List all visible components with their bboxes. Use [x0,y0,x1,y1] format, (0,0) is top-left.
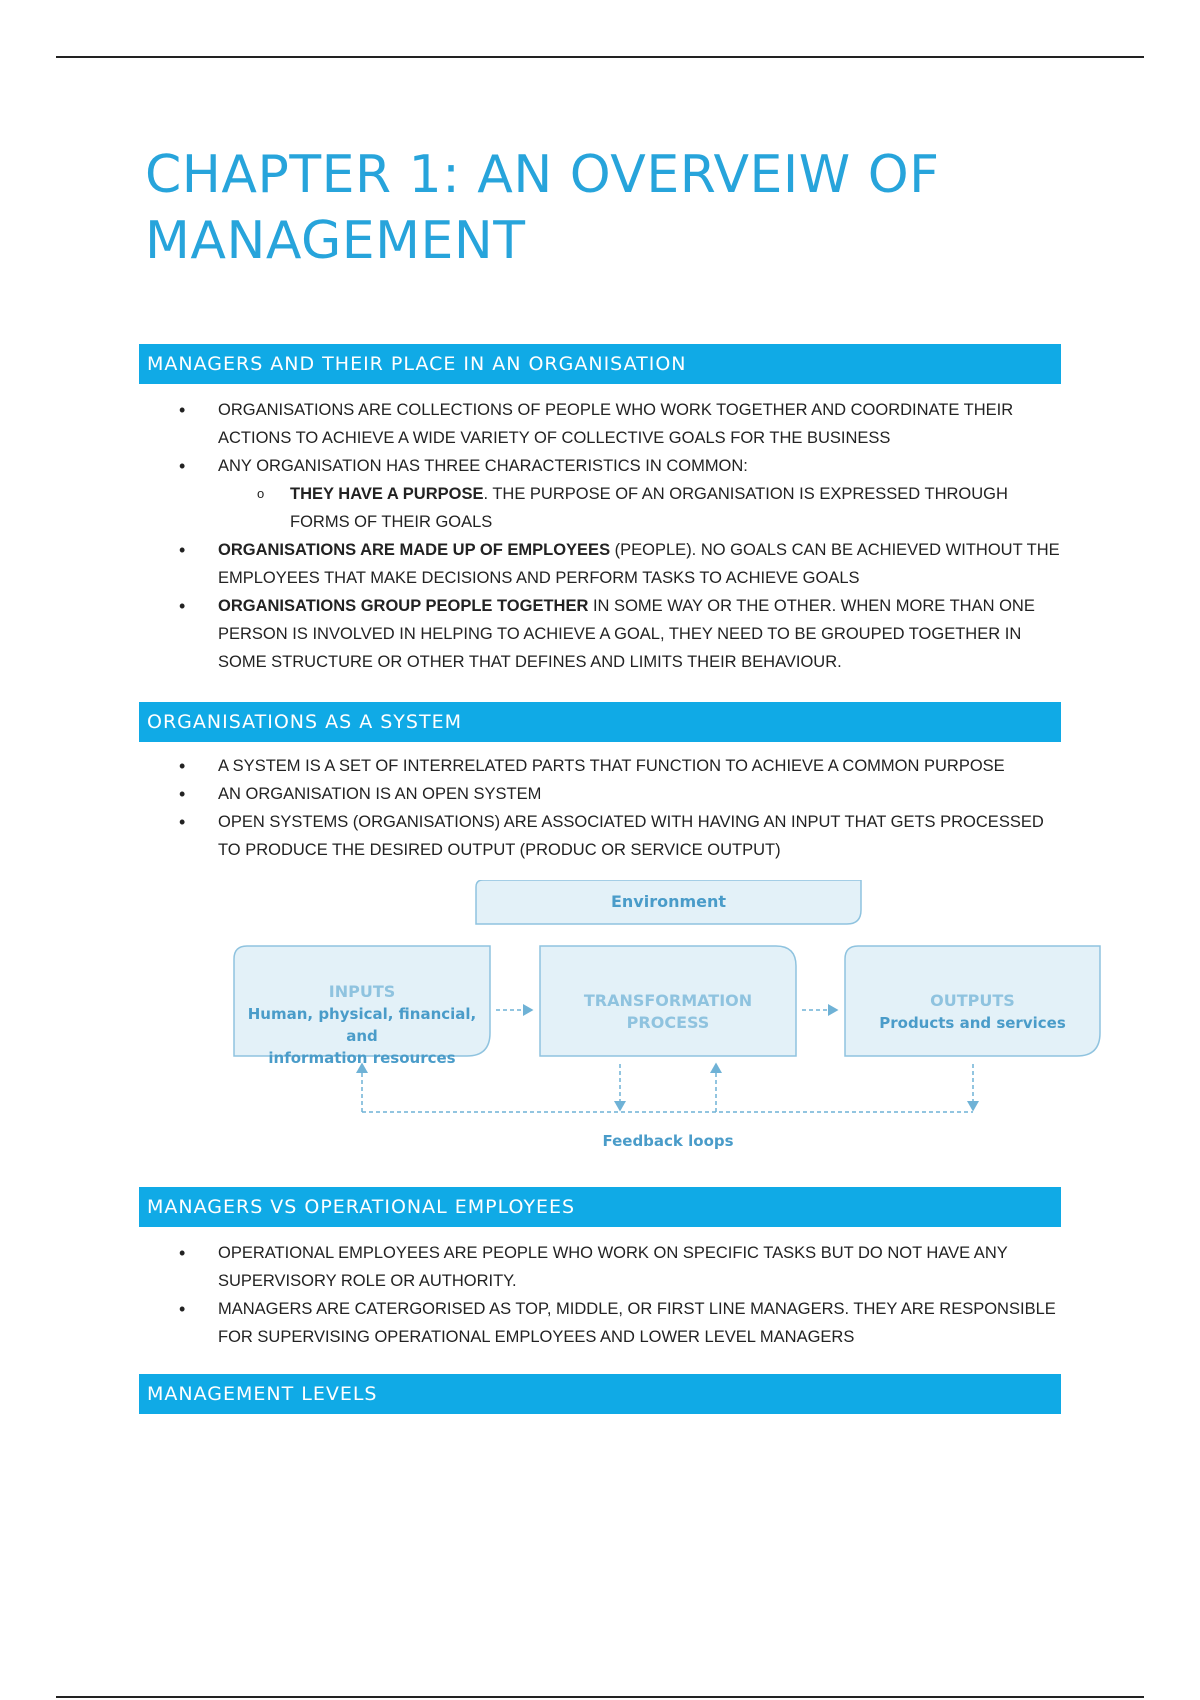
section-list-managers-place [139,396,1069,676]
section-heading-organisations-system: ORGANISATIONS AS A SYSTEM [139,702,1061,742]
list-item-text: OPEN SYSTEMS (ORGANISATIONS) ARE ASSOCIATED WITH HAVING AN INPUT THAT GETS PROCESSED TO PRODUCE THE DESIRED OUTPUT (PRODUC OR SERVICE OUTPUT) [218,813,1044,859]
list-item [139,592,1069,676]
transformation-line-1: TRANSFORMATION [583,991,753,1010]
list-item-text: AN ORGANISATION IS AN OPEN SYSTEM [218,785,542,803]
list-item-text: MANAGERS ARE CATERGORISED AS TOP, MIDDLE, OR FIRST LINE MANAGERS. THEY ARE RESPONSIBLE FOR SUPERVISING OPERATIONAL EMPLOYEES AND LOWER LEVEL MANAGERS [218,1300,1056,1346]
section-heading-managers-vs-operational: MANAGERS VS OPERATIONAL EMPLOYEES [139,1187,1061,1227]
open-system-diagram [220,880,1110,1160]
list-item [139,536,1069,592]
section-heading-managers-place: MANAGERS AND THEIR PLACE IN AN ORGANISATION [139,344,1061,384]
list-item [139,1239,1069,1295]
list-item-text: . THE PURPOSE OF AN ORGANISATION IS EXPRESSED THROUGH FORMS OF THEIR GOALS [290,485,1008,531]
list-item-bold: THEY HAVE A PURPOSE [290,485,484,503]
section-heading-management-levels: MANAGEMENT LEVELS [139,1374,1061,1414]
list-item-text: IN SOME WAY OR THE OTHER. WHEN MORE THAN ONE PERSON IS INVOLVED IN HELPING TO ACHIEVE A GOAL, THEY NEED TO BE GROUPED TOGETHER IN SOME STRUCTURE OR OTHER THAT DEFINES AND LIMITS THEIR BEHAVIOUR. [218,597,1035,671]
inputs-description-line-2: information resources [268,1049,456,1067]
list-item-text: OPERATIONAL EMPLOYEES ARE PEOPLE WHO WORK ON SPECIFIC TASKS BUT DO NOT HAVE ANY SUPERVISORY ROLE OR AUTHORITY. [218,1244,1008,1290]
outputs-description: Products and services [879,1014,1066,1032]
list-item-text: A SYSTEM IS A SET OF INTERRELATED PARTS THAT FUNCTION TO ACHIEVE A COMMON PURPOSE [218,757,1005,775]
outputs-title: OUTPUTS [930,991,1015,1010]
inputs-title: INPUTS [328,982,396,1001]
sub-list-item [139,480,1069,536]
list-item-bold: ORGANISATIONS GROUP PEOPLE TOGETHER [218,597,589,615]
section-list-organisations-system [139,752,1069,864]
page-title-line-1: CHAPTER 1: AN OVERVEIW OF [145,145,940,205]
list-item [139,808,1069,864]
top-rule [56,56,1144,58]
list-item [139,396,1069,452]
section-list-managers-vs-operational [139,1239,1069,1351]
transformation-line-2: PROCESS [626,1013,710,1032]
list-item-bold: ORGANISATIONS ARE MADE UP OF EMPLOYEES [218,541,611,559]
bottom-rule [56,1696,1144,1698]
page-title [145,142,1065,274]
list-item-text: (PEOPLE). NO GOALS CAN BE ACHIEVED WITHOUT THE EMPLOYEES THAT MAKE DECISIONS AND PERFORM TASKS TO ACHIEVE GOALS [218,541,1060,587]
list-item [139,780,1069,808]
list-item [139,1295,1069,1351]
list-item-text: ANY ORGANISATION HAS THREE CHARACTERISTICS IN COMMON: [218,457,748,475]
inputs-description-line-1: Human, physical, financial, and [247,1005,477,1045]
environment-label: Environment [610,892,727,911]
list-item [139,752,1069,780]
outputs-label [845,990,1100,1034]
page-title-line-2: MANAGEMENT [145,211,526,271]
list-item [139,452,1069,480]
list-item-text: ORGANISATIONS ARE COLLECTIONS OF PEOPLE WHO WORK TOGETHER AND COORDINATE THEIR ACTIONS TO ACHIEVE A WIDE VARIETY OF COLLECTIVE GOALS FOR THE BUSINESS [218,401,1014,447]
transformation-label [540,990,796,1034]
inputs-label [234,981,490,1069]
feedback-loops-label: Feedback loops [602,1132,734,1150]
